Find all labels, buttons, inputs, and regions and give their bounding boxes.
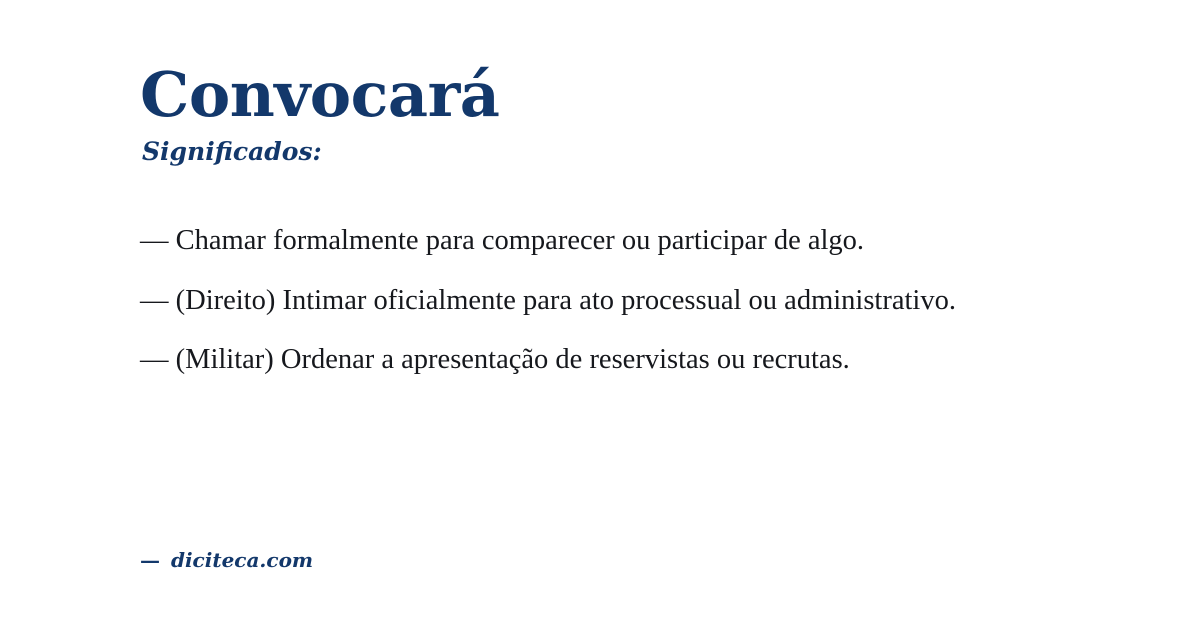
source-attribution [140,548,313,572]
sense-dash: — [140,284,169,316]
sense-text: (Direito) Intimar oficialmente para ato processual ou administrativo. [175,284,956,316]
sense-dash: — [140,225,169,257]
footer-dash: — [140,548,160,572]
meanings-label: Significados: [142,137,322,167]
source-site: diciteca.com [170,548,314,572]
sense-list [140,222,1060,379]
sense-text: Chamar formalmente para comparecer ou participar de algo. [175,225,865,257]
list-item [140,222,1060,260]
page-title: Convocará [140,58,500,131]
list-item [140,341,1060,379]
list-item [140,282,1060,320]
sense-text: (Militar) Ordenar a apresentação de reservistas ou recrutas. [175,344,850,376]
sense-dash: — [140,344,169,376]
